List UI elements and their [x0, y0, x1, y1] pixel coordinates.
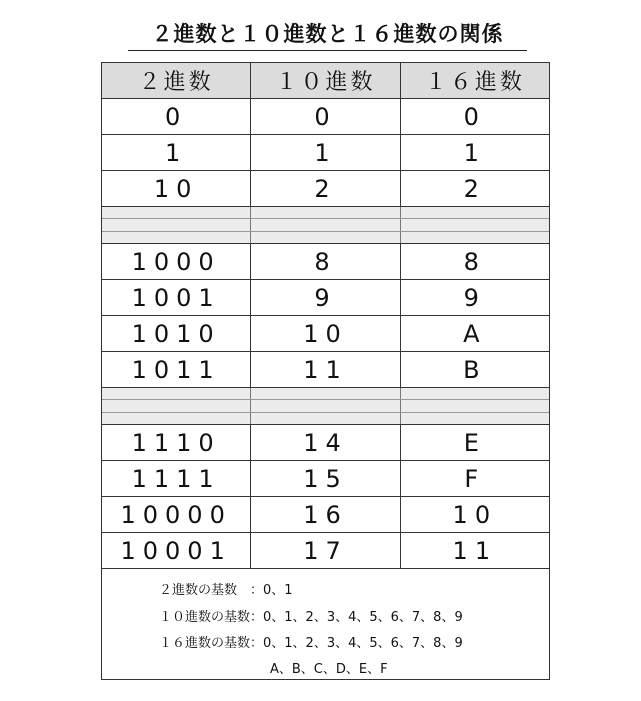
- cell-decimal: 14: [250, 425, 399, 460]
- cell-binary: 10001: [120, 536, 232, 565]
- base-notes: [102, 568, 549, 679]
- cell-decimal: 10: [250, 316, 399, 351]
- cell-binary: 1011: [131, 355, 221, 384]
- table-header-row: [102, 63, 549, 98]
- table-row: [102, 279, 549, 315]
- cell-binary: 10: [153, 174, 199, 203]
- cell-decimal: 9: [250, 280, 399, 315]
- note-decimal: １０進数の基数：0、1、2、3、4、5、6、7、8、9: [159, 610, 463, 625]
- note-binary: ２進数の基数 ：0、1: [159, 583, 293, 598]
- cell-decimal: 0: [250, 99, 399, 134]
- cell-hex: 0: [400, 99, 549, 134]
- cell-hex: 9: [400, 280, 549, 315]
- cell-binary: 1001: [131, 283, 221, 312]
- table-row: [102, 134, 549, 170]
- table-row: [102, 496, 549, 532]
- table-row: [102, 351, 549, 387]
- omitted-rows-separator: [102, 387, 549, 424]
- cell-hex: 8: [400, 244, 549, 279]
- cell-decimal: 16: [250, 497, 399, 532]
- cell-decimal: 11: [250, 352, 399, 387]
- number-base-table: [101, 62, 550, 680]
- header-decimal: １０進数: [250, 63, 399, 98]
- table-row: [102, 243, 549, 279]
- document-title: ２進数と１０進数と１６進数の関係: [128, 18, 527, 51]
- note-hex-letters: A、B、C、D、E、F: [270, 662, 388, 677]
- cell-decimal: 1: [250, 135, 399, 170]
- cell-hex: 1: [400, 135, 549, 170]
- cell-binary: 1010: [131, 319, 221, 348]
- table-row: [102, 98, 549, 134]
- note-hex: １６進数の基数：0、1、2、3、4、5、6、7、8、9: [159, 636, 463, 651]
- cell-binary: 1110: [131, 428, 221, 457]
- table-row: [102, 315, 549, 351]
- table-row: [102, 424, 549, 460]
- cell-decimal: 17: [250, 533, 399, 568]
- cell-hex: E: [400, 425, 549, 460]
- cell-binary: 10000: [120, 500, 232, 529]
- table-row: [102, 532, 549, 568]
- cell-binary: 1000: [131, 247, 221, 276]
- cell-decimal: 15: [250, 461, 399, 496]
- cell-hex: 10: [400, 497, 549, 532]
- table-row: [102, 460, 549, 496]
- cell-binary: 1111: [131, 464, 221, 493]
- header-hex: １６進数: [400, 63, 549, 98]
- cell-hex: B: [400, 352, 549, 387]
- cell-hex: 2: [400, 171, 549, 206]
- cell-hex: F: [400, 461, 549, 496]
- cell-decimal: 2: [250, 171, 399, 206]
- omitted-rows-separator: [102, 206, 549, 243]
- cell-decimal: 8: [250, 244, 399, 279]
- cell-binary: 1: [165, 138, 188, 167]
- cell-binary: 0: [165, 102, 188, 131]
- table-row: [102, 170, 549, 206]
- cell-hex: 11: [400, 533, 549, 568]
- header-binary: ２進数: [138, 70, 214, 95]
- cell-hex: A: [400, 316, 549, 351]
